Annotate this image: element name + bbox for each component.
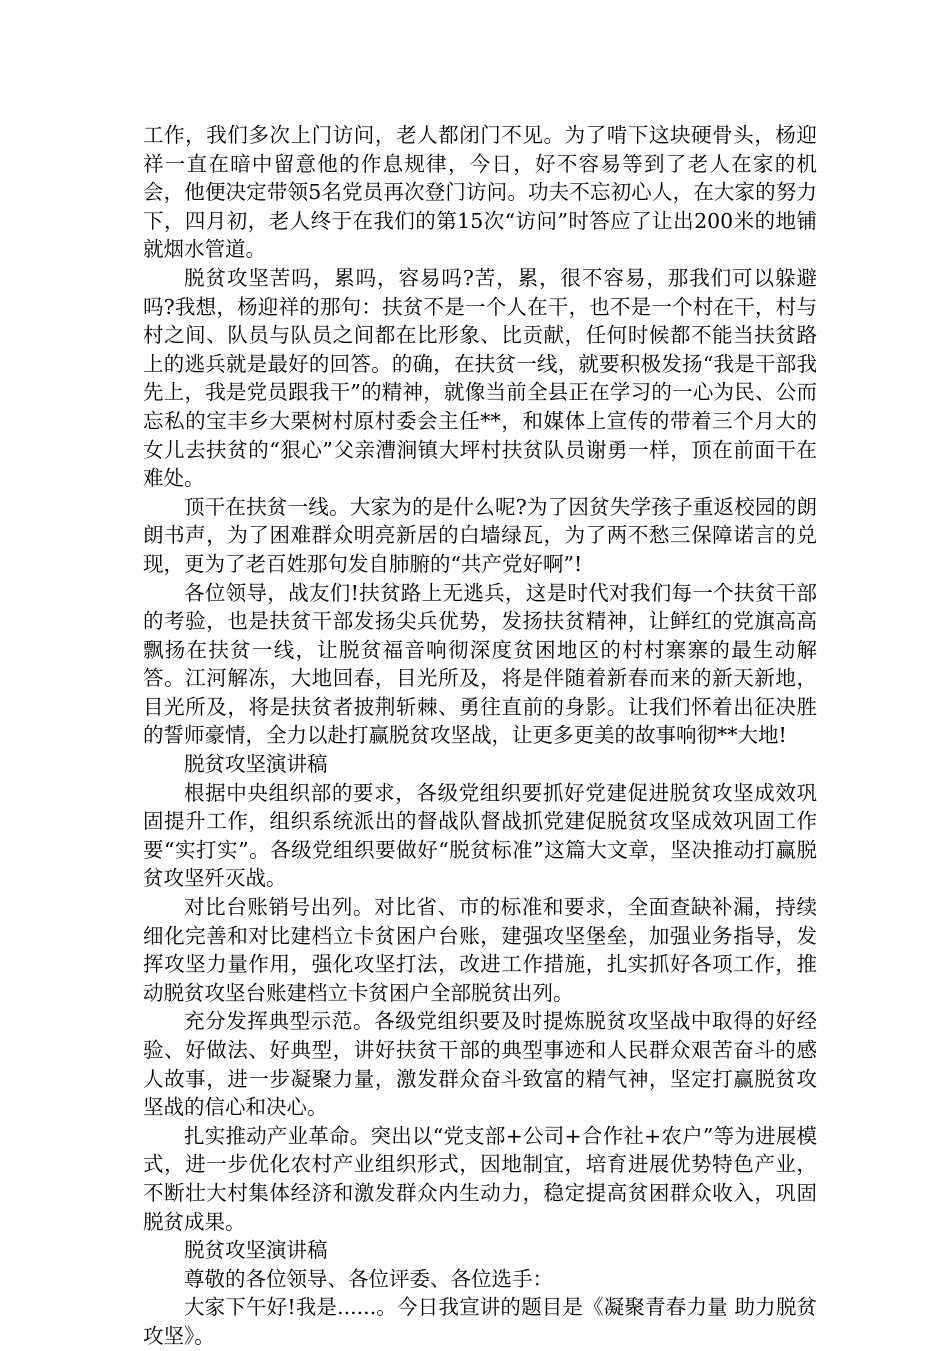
paragraph: 脱贫攻坚苦吗，累吗，容易吗?苦，累，很不容易，那我们可以躲避吗?我想，杨迎祥的那句：扶贫不是一个人在干，也不是一个村在干，村与村之间、队员与队员之间都在比形象、比贡献，任何时候都不能当扶贫路上的逃兵就是最好的回答。的确，在扶贫一线，就要积极发扬“我是干部我先上，我是党员跟我干”的精神，就像当前全县正在学习的一心为民、公而忘私的宝丰乡大栗树村原村委会主任**，和媒体上宣传的带着三个月大的女儿去扶贫的“狠心”父亲漕涧镇大坪村扶贫队员谢勇一样，顶在前面干在难处。	[143, 265, 817, 491]
paragraph: 对比台账销号出列。对比省、市的标准和要求，全面查缺补漏，持续细化完善和对比建档立卡贫困户台账，建强攻坚堡垒，加强业务指导，发挥攻坚力量作用，强化攻坚打法，改进工作措施，扎实抓好各项工作，推动脱贫攻坚台账建档立卡贫困户全部脱贫出列。	[143, 895, 817, 1005]
paragraph: 顶干在扶贫一线。大家为的是什么呢?为了因贫失学孩子重返校园的朗朗书声，为了困难群众明亮新居的白墙绿瓦，为了两不愁三保障诺言的兑现，更为了老百姓那句发自肺腑的“共产党好啊”!	[143, 494, 817, 576]
paragraph: 大家下午好!我是......。今日我宣讲的题目是《凝聚青春力量 助力脱贫攻坚》。	[143, 1295, 817, 1348]
paragraph: 根据中央组织部的要求，各级党组织要抓好党建促进脱贫攻坚成效巩固提升工作，组织系统派出的督战队督战抓党建促脱贫攻坚成效巩固工作要“实打实”。各级党组织要做好“脱贫标准”这篇大文章，坚决推动打赢脱贫攻坚歼灭战。	[143, 780, 817, 891]
paragraph: 扎实推动产业革命。突出以“党支部+公司+合作社+农户”等为进展模式，进一步优化农村产业组织形式，因地制宜，培育进展优势特色产业，不断壮大村集体经济和激发群众内生动力，稳定提高贫困群众收入，巩固脱贫成果。	[143, 1123, 817, 1234]
section-heading: 脱贫攻坚演讲稿	[184, 752, 328, 777]
section-heading: 脱贫攻坚演讲稿	[184, 1238, 328, 1263]
document-page	[143, 121, 817, 1351]
salutation: 尊敬的各位领导、各位评委、各位选手：	[184, 1266, 553, 1291]
paragraph: 各位领导，战友们!扶贫路上无逃兵，这是时代对我们每一个扶贫干部的考验，也是扶贫干部发扬尖兵优势，发扬扶贫精神，让鲜红的党旗高高飘扬在扶贫一线，让脱贫福音响彻深度贫困地区的村村寨寨的最生动解答。江河解冻，大地回春，目光所及，将是伴随着新春而来的新天新地，目光所及，将是扶贫者披荆斩棘、勇往直前的身影。让我们怀着出征决胜的誓师豪情，全力以赴打赢脱贫攻坚战，让更多更美的故事响彻**大地!	[143, 580, 817, 748]
paragraph-continuation: 工作，我们多次上门访问，老人都闭门不见。为了啃下这块硬骨头，杨迎祥一直在暗中留意他的作息规律，今日，好不容易等到了老人在家的机会，他便决定带领5名党员再次登门访问。功夫不忘初心人，在大家的努力下，四月初，老人终于在我们的第15次“访问”时答应了让出200米的地铺就烟水管道。	[143, 123, 817, 262]
paragraph: 充分发挥典型示范。各级党组织要及时提炼脱贫攻坚战中取得的好经验、好做法、好典型，讲好扶贫干部的典型事迹和人民群众艰苦奋斗的感人故事，进一步凝聚力量，激发群众奋斗致富的精气神，坚定打赢脱贫攻坚战的信心和决心。	[143, 1009, 817, 1120]
